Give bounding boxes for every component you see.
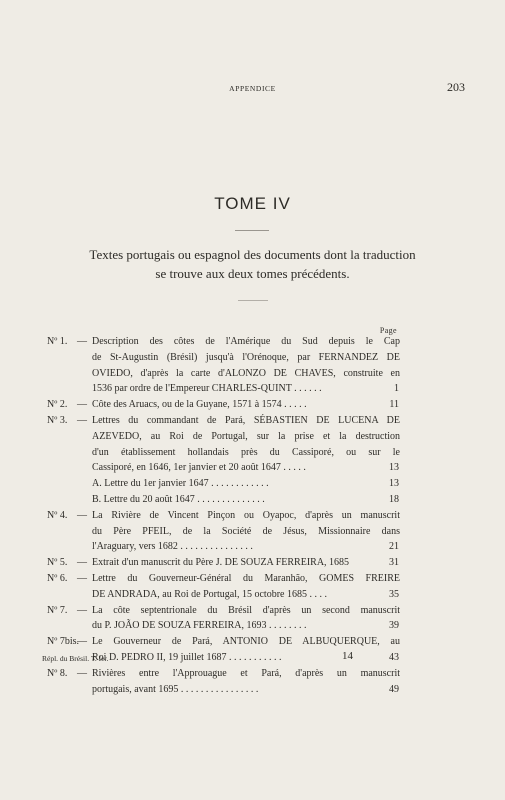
toc-entry-text xyxy=(92,666,400,698)
sheet-number: 14 xyxy=(342,650,353,662)
toc-entry-line: La côte septentrionale du Brésil d'après un second manuscrit xyxy=(92,604,400,616)
printer-signature: Répl. du Brésil. T. Ier. xyxy=(42,654,109,663)
toc-entry-text xyxy=(92,555,400,571)
toc-entry xyxy=(0,413,505,476)
toc-page-ref: 39 xyxy=(389,620,399,632)
toc-entry-line: AZEVEDO, au Roi de Portugal, sur la prise et la destruction xyxy=(92,430,400,442)
toc-entry-line: 1536 par ordre de l'Empereur CHARLES-QUINT . . . . . . xyxy=(92,383,322,395)
toc-entry-line: Description des côtes de l'Amérique du Sud depuis le Cap xyxy=(92,336,400,347)
section-subtitle xyxy=(45,245,460,283)
toc-entry-text xyxy=(92,334,400,397)
toc-entry-text xyxy=(92,508,400,555)
toc-entry-text xyxy=(92,571,400,603)
subtitle-line: se trouve aux deux tomes précédents. xyxy=(155,266,350,281)
toc-page-ref: 31 xyxy=(389,557,399,569)
toc-entry xyxy=(0,397,505,413)
toc-entry xyxy=(0,555,505,571)
toc-page-ref: 49 xyxy=(389,683,399,695)
toc-entry xyxy=(0,508,505,555)
toc-sub-entry xyxy=(0,476,505,492)
page-column-label: Page xyxy=(379,326,397,335)
toc-dash: — xyxy=(77,509,87,521)
toc-sub-entry xyxy=(0,492,505,508)
toc-entry-line: Rivières entre l'Approuague et Pará, d'après un manuscrit xyxy=(92,667,400,679)
toc-entry-line: du P. JOÃO DE SOUZA FERREIRA, 1693 . . . . . . . . xyxy=(92,620,307,632)
toc-entry-number: Nº 4. xyxy=(47,509,68,521)
toc-entry xyxy=(0,571,505,603)
toc-entry-text xyxy=(92,603,400,635)
toc-entry-line: OVIEDO, d'après la carte d'ALONZO DE CHAVES, construite en xyxy=(92,367,400,379)
toc-entry-number: Nº 2. xyxy=(47,399,68,411)
toc-entry-line: La Rivière de Vincent Pinçon ou Oyapoc, d'après un manuscrit xyxy=(92,509,400,521)
toc-entry-line: d'un établissement hollandais près du Cassiporé, ou sur le xyxy=(92,446,400,458)
subtitle-line: Textes portugais ou espagnol des documents dont la traduction xyxy=(89,247,416,262)
toc-entry-line: l'Araguary, vers 1682 . . . . . . . . . . . . . . . xyxy=(92,541,253,553)
page-number: 203 xyxy=(447,80,465,94)
table-of-contents xyxy=(0,334,505,697)
toc-dash: — xyxy=(77,557,87,569)
toc-page-ref: 13 xyxy=(389,478,399,490)
toc-dash: — xyxy=(77,667,87,679)
toc-page-ref: 35 xyxy=(389,588,399,600)
toc-dash: — xyxy=(77,414,87,426)
toc-entry-line: Côte des Aruacs, ou de la Guyane, 1571 à 1574 . . . . . xyxy=(92,399,307,411)
toc-entry-number: Nº 7. xyxy=(47,604,68,616)
toc-entry-number: Nº 1. xyxy=(47,336,68,347)
toc-entry-number: Nº 5. xyxy=(47,557,68,569)
toc-entry-number: Nº 8. xyxy=(47,667,68,679)
toc-entry xyxy=(0,666,505,698)
toc-dash: — xyxy=(77,399,87,411)
toc-entry-line: Roi D. PEDRO II, 19 juillet 1687 . . . . . . . . . . . xyxy=(92,651,282,663)
toc-entry xyxy=(0,334,505,397)
divider xyxy=(235,230,269,231)
running-head xyxy=(40,80,465,96)
page-footer xyxy=(42,650,382,664)
toc-page-ref: 13 xyxy=(389,462,399,474)
toc-page-ref: 21 xyxy=(389,541,399,553)
toc-entry-number: Nº 7bis. xyxy=(47,636,79,648)
divider xyxy=(238,300,268,301)
toc-entry-text xyxy=(92,397,400,413)
toc-dash: — xyxy=(77,604,87,616)
toc-entry-line: Extrait d'un manuscrit du Père J. DE SOUZA FERREIRA, 1685 xyxy=(92,557,350,569)
toc-entry-number: Nº 6. xyxy=(47,572,68,584)
toc-entry-line: portugais, avant 1695 . . . . . . . . . . . . . . . . xyxy=(92,683,259,695)
toc-entry-number: Nº 3. xyxy=(47,414,68,426)
toc-dash: — xyxy=(77,636,87,648)
toc-entry-line: Lettre du Gouverneur-Général du Maranhão, GOMES FREIRE xyxy=(92,572,400,584)
toc-entry-line: Lettres du commandant de Pará, SÉBASTIEN DE LUCENA DE xyxy=(92,414,400,426)
toc-entry-line: Le Gouverneur de Pará, ANTONIO DE ALBUQUERQUE, au xyxy=(92,636,400,648)
toc-entry-line: Cassiporé, en 1646, 1er janvier et 20 août 1647 . . . . . xyxy=(92,462,306,474)
toc-entry xyxy=(0,603,505,635)
toc-sub-entry-text: A. Lettre du 1er janvier 1647 . . . . . . . . . . . . xyxy=(92,478,269,490)
toc-entry-line: DE ANDRADA, au Roi de Portugal, 15 octobre 1685 . . . . xyxy=(92,588,327,600)
toc-entry-line: de St-Augustin (Brésil) jusqu'à l'Orénoque, par FERNANDEZ DE xyxy=(92,351,400,363)
toc-sub-entry-text: B. Lettre du 20 août 1647 . . . . . . . . . . . . . . xyxy=(92,493,265,505)
toc-page-ref: 1 xyxy=(394,383,399,395)
tome-title: TOME IV xyxy=(214,194,291,213)
running-title: APPENDICE xyxy=(229,84,276,93)
toc-entry-text xyxy=(92,413,400,476)
toc-dash: — xyxy=(77,336,87,347)
toc-entry-line: du Père PFEIL, de la Société de Jésus, Missionnaire dans xyxy=(92,525,400,537)
toc-page-ref: 11 xyxy=(389,399,399,411)
toc-dash: — xyxy=(77,572,87,584)
toc-page-ref: 18 xyxy=(389,493,399,505)
toc-page-ref: 43 xyxy=(389,651,399,663)
